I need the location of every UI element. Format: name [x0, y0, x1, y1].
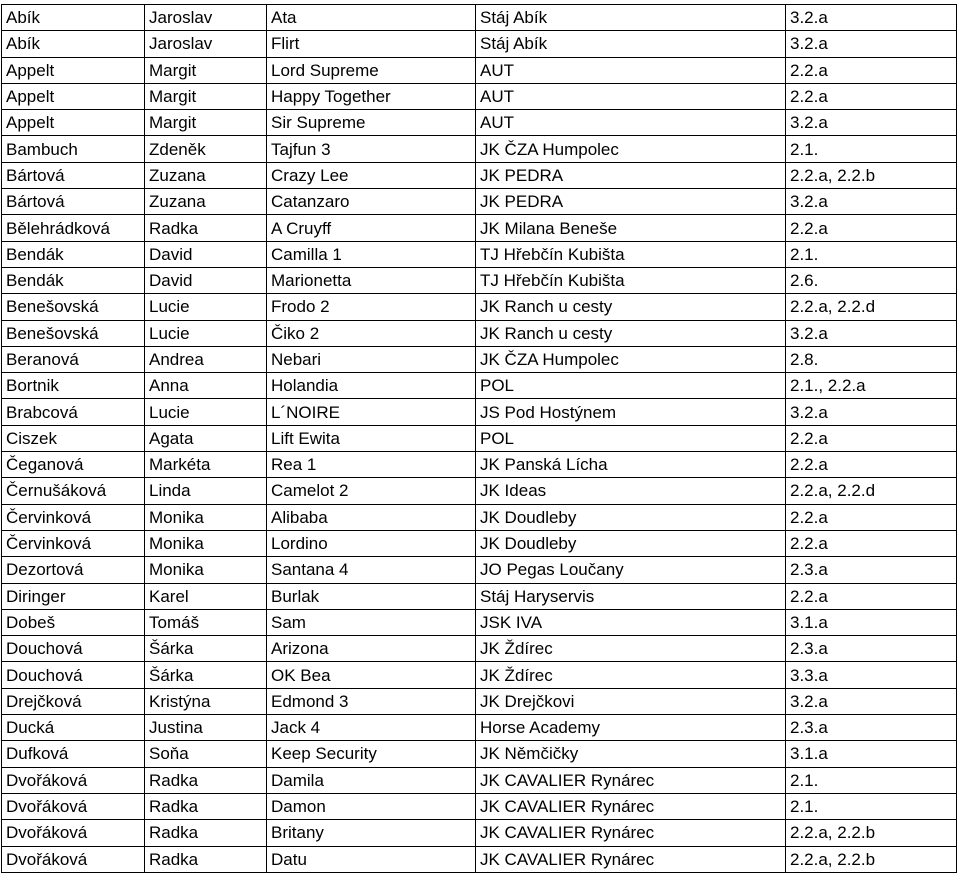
- first-name-cell[interactable]: Šárka: [145, 662, 267, 688]
- surname-cell[interactable]: Dvořáková: [2, 793, 145, 819]
- horse-cell[interactable]: Marionetta: [267, 267, 476, 293]
- surname-cell[interactable]: Brabcová: [2, 399, 145, 425]
- first-name-cell[interactable]: Radka: [145, 767, 267, 793]
- club-cell[interactable]: JK CAVALIER Rynárec: [476, 820, 786, 846]
- spreadsheet: [1, 4, 957, 873]
- category-cell[interactable]: 3.3.a: [786, 662, 957, 688]
- category-cell[interactable]: 2.8.: [786, 346, 957, 372]
- horse-cell[interactable]: Keep Security: [267, 741, 476, 767]
- table-row: [2, 688, 957, 714]
- club-cell[interactable]: JK Ždírec: [476, 636, 786, 662]
- surname-cell[interactable]: Drejčková: [2, 688, 145, 714]
- table-row: [2, 162, 957, 188]
- first-name-cell[interactable]: Lucie: [145, 294, 267, 320]
- club-cell[interactable]: JK Ždírec: [476, 662, 786, 688]
- category-cell[interactable]: 2.6.: [786, 267, 957, 293]
- surname-cell[interactable]: Bambuch: [2, 136, 145, 162]
- surname-cell[interactable]: Benešovská: [2, 320, 145, 346]
- horse-cell[interactable]: Holandia: [267, 373, 476, 399]
- surname-cell[interactable]: Ciszek: [2, 425, 145, 451]
- first-name-cell[interactable]: Zuzana: [145, 189, 267, 215]
- table-row: [2, 425, 957, 451]
- horse-cell[interactable]: Lift Ewita: [267, 425, 476, 451]
- table-row: [2, 346, 957, 372]
- horse-cell[interactable]: Nebari: [267, 346, 476, 372]
- club-cell[interactable]: TJ Hřebčín Kubišta: [476, 241, 786, 267]
- first-name-cell[interactable]: Andrea: [145, 346, 267, 372]
- horse-cell[interactable]: Sam: [267, 609, 476, 635]
- club-cell[interactable]: AUT: [476, 83, 786, 109]
- surname-cell[interactable]: Bártová: [2, 162, 145, 188]
- first-name-cell[interactable]: Soňa: [145, 741, 267, 767]
- table-row: [2, 452, 957, 478]
- category-cell[interactable]: 3.2.a: [786, 189, 957, 215]
- club-cell[interactable]: Stáj Haryservis: [476, 583, 786, 609]
- category-cell[interactable]: 2.2.a, 2.2.d: [786, 478, 957, 504]
- horse-cell[interactable]: L´NOIRE: [267, 399, 476, 425]
- surname-cell[interactable]: Dvořáková: [2, 820, 145, 846]
- horse-cell[interactable]: Santana 4: [267, 557, 476, 583]
- club-cell[interactable]: POL: [476, 373, 786, 399]
- category-cell[interactable]: 2.2.a: [786, 583, 957, 609]
- first-name-cell[interactable]: Anna: [145, 373, 267, 399]
- table-row: [2, 110, 957, 136]
- table-row: [2, 662, 957, 688]
- club-cell[interactable]: JK Milana Beneše: [476, 215, 786, 241]
- category-cell[interactable]: 2.1.: [786, 136, 957, 162]
- surname-cell[interactable]: Dezortová: [2, 557, 145, 583]
- first-name-cell[interactable]: Radka: [145, 820, 267, 846]
- first-name-cell[interactable]: Kristýna: [145, 688, 267, 714]
- horse-cell[interactable]: Happy Together: [267, 83, 476, 109]
- first-name-cell[interactable]: David: [145, 267, 267, 293]
- surname-cell[interactable]: Dvořáková: [2, 846, 145, 872]
- surname-cell[interactable]: Bártová: [2, 189, 145, 215]
- club-cell[interactable]: JK ČZA Humpolec: [476, 136, 786, 162]
- table-row: [2, 820, 957, 846]
- horse-cell[interactable]: Datu: [267, 846, 476, 872]
- surname-cell[interactable]: Douchová: [2, 636, 145, 662]
- table-row: [2, 636, 957, 662]
- horse-cell[interactable]: Edmond 3: [267, 688, 476, 714]
- surname-cell[interactable]: Bendák: [2, 267, 145, 293]
- table-row: [2, 609, 957, 635]
- category-cell[interactable]: 2.2.a, 2.2.b: [786, 846, 957, 872]
- category-cell[interactable]: 2.3.a: [786, 636, 957, 662]
- club-cell[interactable]: JK PEDRA: [476, 162, 786, 188]
- surname-cell[interactable]: Douchová: [2, 662, 145, 688]
- horse-cell[interactable]: Lordino: [267, 530, 476, 556]
- first-name-cell[interactable]: Margit: [145, 57, 267, 83]
- category-cell[interactable]: 2.2.a: [786, 83, 957, 109]
- first-name-cell[interactable]: Tomáš: [145, 609, 267, 635]
- surname-cell[interactable]: Červinková: [2, 530, 145, 556]
- horse-cell[interactable]: Ata: [267, 5, 476, 31]
- club-cell[interactable]: Stáj Abík: [476, 5, 786, 31]
- category-cell[interactable]: 2.1., 2.2.a: [786, 373, 957, 399]
- club-cell[interactable]: JK CAVALIER Rynárec: [476, 793, 786, 819]
- table-row: [2, 478, 957, 504]
- surname-cell[interactable]: Benešovská: [2, 294, 145, 320]
- first-name-cell[interactable]: Radka: [145, 793, 267, 819]
- club-cell[interactable]: JK Němčičky: [476, 741, 786, 767]
- first-name-cell[interactable]: Radka: [145, 215, 267, 241]
- club-cell[interactable]: JK Ideas: [476, 478, 786, 504]
- horse-cell[interactable]: A Cruyff: [267, 215, 476, 241]
- horse-cell[interactable]: Arizona: [267, 636, 476, 662]
- horse-cell[interactable]: Sir Supreme: [267, 110, 476, 136]
- category-cell[interactable]: 2.2.a: [786, 452, 957, 478]
- horse-cell[interactable]: Rea 1: [267, 452, 476, 478]
- surname-cell[interactable]: Dobeš: [2, 609, 145, 635]
- club-cell[interactable]: JK CAVALIER Rynárec: [476, 767, 786, 793]
- surname-cell[interactable]: Dufková: [2, 741, 145, 767]
- table-row: [2, 741, 957, 767]
- category-cell[interactable]: 3.2.a: [786, 5, 957, 31]
- table-row: [2, 793, 957, 819]
- horse-cell[interactable]: Čiko 2: [267, 320, 476, 346]
- entries-table: [1, 4, 957, 873]
- horse-cell[interactable]: Jack 4: [267, 715, 476, 741]
- first-name-cell[interactable]: Agata: [145, 425, 267, 451]
- horse-cell[interactable]: Lord Supreme: [267, 57, 476, 83]
- table-row: [2, 31, 957, 57]
- surname-cell[interactable]: Bělehrádková: [2, 215, 145, 241]
- surname-cell[interactable]: Bortnik: [2, 373, 145, 399]
- entries-table-body: [2, 5, 957, 873]
- club-cell[interactable]: JK PEDRA: [476, 189, 786, 215]
- horse-cell[interactable]: Burlak: [267, 583, 476, 609]
- surname-cell[interactable]: Abík: [2, 5, 145, 31]
- table-row: [2, 846, 957, 872]
- table-row: [2, 136, 957, 162]
- horse-cell[interactable]: Flirt: [267, 31, 476, 57]
- category-cell[interactable]: 3.1.a: [786, 609, 957, 635]
- surname-cell[interactable]: Diringer: [2, 583, 145, 609]
- table-row: [2, 530, 957, 556]
- horse-cell[interactable]: Britany: [267, 820, 476, 846]
- horse-cell[interactable]: Damon: [267, 793, 476, 819]
- table-row: [2, 504, 957, 530]
- category-cell[interactable]: 3.2.a: [786, 31, 957, 57]
- table-row: [2, 189, 957, 215]
- table-row: [2, 373, 957, 399]
- category-cell[interactable]: 2.2.a, 2.2.b: [786, 162, 957, 188]
- first-name-cell[interactable]: Monika: [145, 504, 267, 530]
- club-cell[interactable]: JK Ranch u cesty: [476, 294, 786, 320]
- surname-cell[interactable]: Černušáková: [2, 478, 145, 504]
- club-cell[interactable]: AUT: [476, 110, 786, 136]
- table-row: [2, 583, 957, 609]
- category-cell[interactable]: 2.2.a, 2.2.d: [786, 294, 957, 320]
- category-cell[interactable]: 2.2.a: [786, 504, 957, 530]
- category-cell[interactable]: 3.2.a: [786, 688, 957, 714]
- club-cell[interactable]: JK Panská Lícha: [476, 452, 786, 478]
- first-name-cell[interactable]: Radka: [145, 846, 267, 872]
- first-name-cell[interactable]: Margit: [145, 110, 267, 136]
- table-row: [2, 215, 957, 241]
- club-cell[interactable]: Horse Academy: [476, 715, 786, 741]
- category-cell[interactable]: 2.2.a, 2.2.b: [786, 820, 957, 846]
- first-name-cell[interactable]: Markéta: [145, 452, 267, 478]
- club-cell[interactable]: JK Doudleby: [476, 530, 786, 556]
- horse-cell[interactable]: Tajfun 3: [267, 136, 476, 162]
- surname-cell[interactable]: Appelt: [2, 110, 145, 136]
- first-name-cell[interactable]: Zdeněk: [145, 136, 267, 162]
- surname-cell[interactable]: Bendák: [2, 241, 145, 267]
- category-cell[interactable]: 2.2.a: [786, 425, 957, 451]
- club-cell[interactable]: AUT: [476, 57, 786, 83]
- category-cell[interactable]: 2.1.: [786, 241, 957, 267]
- first-name-cell[interactable]: Lucie: [145, 399, 267, 425]
- club-cell[interactable]: JK Ranch u cesty: [476, 320, 786, 346]
- table-row: [2, 83, 957, 109]
- surname-cell[interactable]: Appelt: [2, 57, 145, 83]
- category-cell[interactable]: 2.1.: [786, 793, 957, 819]
- surname-cell[interactable]: Abík: [2, 31, 145, 57]
- first-name-cell[interactable]: Šárka: [145, 636, 267, 662]
- table-row: [2, 294, 957, 320]
- surname-cell[interactable]: Čeganová: [2, 452, 145, 478]
- category-cell[interactable]: 2.3.a: [786, 557, 957, 583]
- category-cell[interactable]: 3.2.a: [786, 320, 957, 346]
- club-cell[interactable]: JK ČZA Humpolec: [476, 346, 786, 372]
- club-cell[interactable]: Stáj Abík: [476, 31, 786, 57]
- club-cell[interactable]: TJ Hřebčín Kubišta: [476, 267, 786, 293]
- first-name-cell[interactable]: Margit: [145, 83, 267, 109]
- category-cell[interactable]: 2.3.a: [786, 715, 957, 741]
- category-cell[interactable]: 2.1.: [786, 767, 957, 793]
- table-row: [2, 715, 957, 741]
- surname-cell[interactable]: Ducká: [2, 715, 145, 741]
- table-row: [2, 320, 957, 346]
- club-cell[interactable]: JO Pegas Loučany: [476, 557, 786, 583]
- category-cell[interactable]: 3.1.a: [786, 741, 957, 767]
- first-name-cell[interactable]: Zuzana: [145, 162, 267, 188]
- horse-cell[interactable]: Frodo 2: [267, 294, 476, 320]
- table-row: [2, 399, 957, 425]
- surname-cell[interactable]: Appelt: [2, 83, 145, 109]
- table-row: [2, 5, 957, 31]
- table-row: [2, 767, 957, 793]
- first-name-cell[interactable]: Linda: [145, 478, 267, 504]
- surname-cell[interactable]: Beranová: [2, 346, 145, 372]
- horse-cell[interactable]: Camelot 2: [267, 478, 476, 504]
- surname-cell[interactable]: Dvořáková: [2, 767, 145, 793]
- horse-cell[interactable]: Camilla 1: [267, 241, 476, 267]
- club-cell[interactable]: JK Drejčkovi: [476, 688, 786, 714]
- club-cell[interactable]: POL: [476, 425, 786, 451]
- first-name-cell[interactable]: Jaroslav: [145, 31, 267, 57]
- category-cell[interactable]: 2.2.a: [786, 57, 957, 83]
- horse-cell[interactable]: Damila: [267, 767, 476, 793]
- category-cell[interactable]: 3.2.a: [786, 110, 957, 136]
- club-cell[interactable]: JK Doudleby: [476, 504, 786, 530]
- first-name-cell[interactable]: David: [145, 241, 267, 267]
- club-cell[interactable]: JK CAVALIER Rynárec: [476, 846, 786, 872]
- club-cell[interactable]: JS Pod Hostýnem: [476, 399, 786, 425]
- first-name-cell[interactable]: Monika: [145, 530, 267, 556]
- first-name-cell[interactable]: Lucie: [145, 320, 267, 346]
- horse-cell[interactable]: Crazy Lee: [267, 162, 476, 188]
- first-name-cell[interactable]: Karel: [145, 583, 267, 609]
- category-cell[interactable]: 3.2.a: [786, 399, 957, 425]
- surname-cell[interactable]: Červinková: [2, 504, 145, 530]
- table-row: [2, 267, 957, 293]
- first-name-cell[interactable]: Monika: [145, 557, 267, 583]
- category-cell[interactable]: 2.2.a: [786, 215, 957, 241]
- table-row: [2, 557, 957, 583]
- horse-cell[interactable]: Alibaba: [267, 504, 476, 530]
- club-cell[interactable]: JSK IVA: [476, 609, 786, 635]
- first-name-cell[interactable]: Justina: [145, 715, 267, 741]
- horse-cell[interactable]: Catanzaro: [267, 189, 476, 215]
- horse-cell[interactable]: OK Bea: [267, 662, 476, 688]
- first-name-cell[interactable]: Jaroslav: [145, 5, 267, 31]
- table-row: [2, 57, 957, 83]
- table-row: [2, 241, 957, 267]
- category-cell[interactable]: 2.2.a: [786, 530, 957, 556]
